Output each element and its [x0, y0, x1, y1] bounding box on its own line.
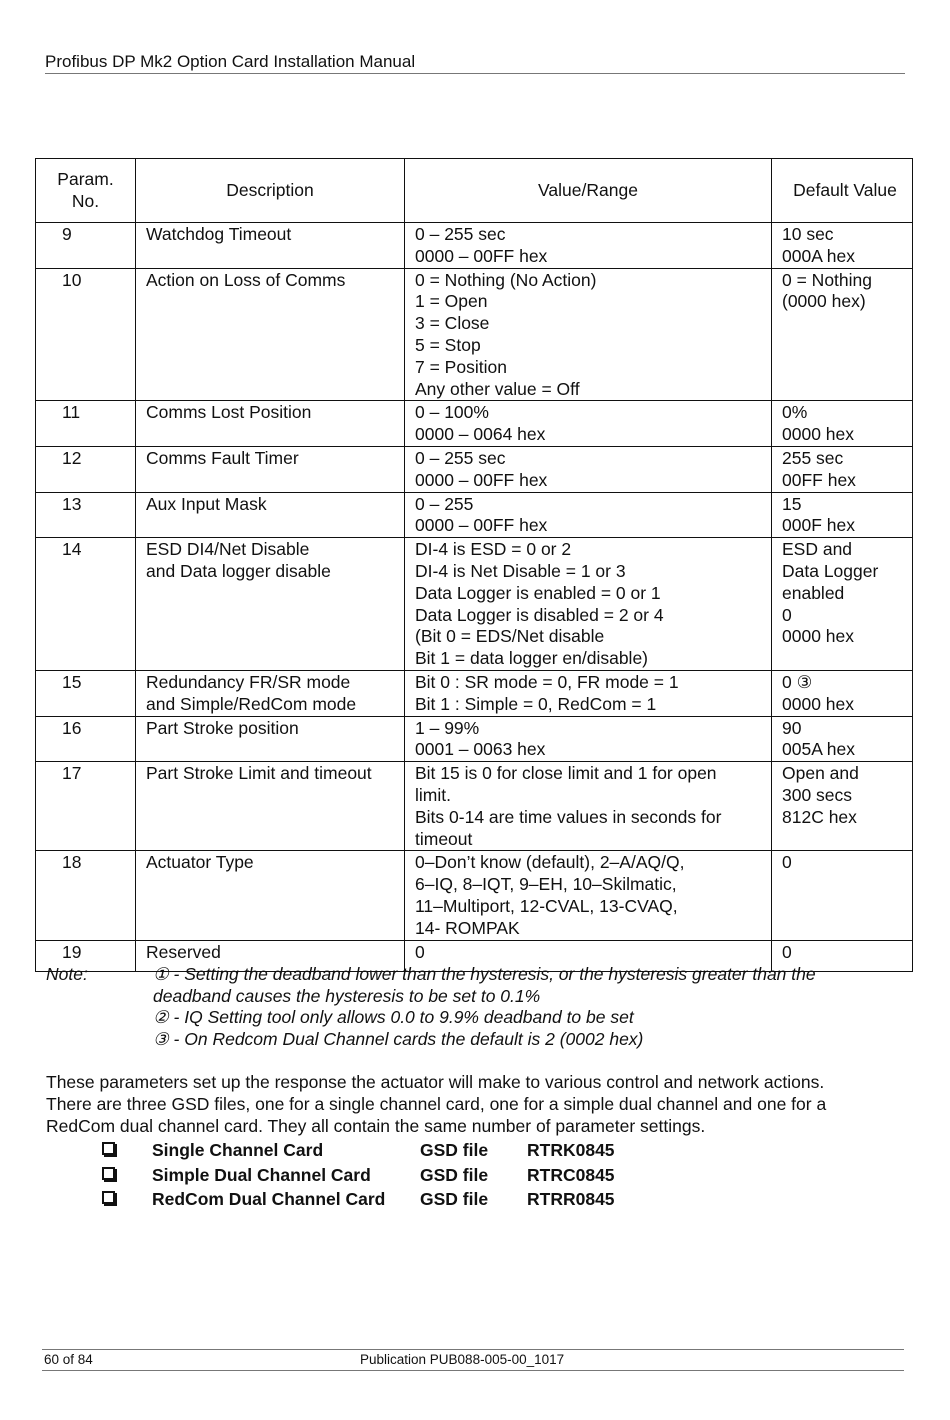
cell-line: 6–IQ, 8–IQT, 9–EH, 10–Skilmatic, [415, 874, 677, 895]
cell-line: 10 sec [782, 224, 834, 244]
cell-line: 0000 hex [782, 626, 855, 647]
cell-line: Actuator Type [146, 852, 254, 873]
parameter-table [35, 158, 913, 972]
param-number: 11 [36, 401, 136, 447]
param-number: 14 [36, 538, 136, 671]
cell-line: 0 [415, 941, 425, 962]
cell-line: DI-4 is Net Disable = 1 or 3 [415, 560, 626, 581]
cell-line: 0 = Nothing (No Action) [415, 269, 597, 290]
gsd-file-label: GSD file [420, 1140, 489, 1160]
cell-line: 3 = Close [415, 313, 490, 334]
cell-line: 5 = Stop [415, 334, 481, 355]
param-value-range [405, 538, 772, 671]
cell-line: 0 [782, 604, 792, 625]
paragraph-line: RedCom dual channel card. They all contain the same number of parameter settings. [46, 1115, 706, 1136]
cell-line: 0 – 255 sec [415, 224, 506, 244]
cell-line: 0001 – 0063 hex [415, 739, 546, 760]
cell-line: and Data logger disable [146, 560, 331, 581]
cell-line: 0000 – 00FF hex [415, 245, 548, 266]
cell-line: Reserved [146, 941, 221, 962]
column-header-param-no [36, 159, 136, 223]
cell-line: 14- ROMPAK [415, 917, 520, 938]
cell-line: Bits 0-14 are time values in seconds for [415, 806, 722, 827]
param-value-range [405, 851, 772, 940]
cell-line: Bit 1 : Simple = 0, RedCom = 1 [415, 693, 657, 714]
param-number: 15 [36, 670, 136, 716]
note-items [153, 964, 906, 1050]
cell-line: Data Logger is enabled = 0 or 1 [415, 582, 661, 603]
page-footer [42, 1349, 904, 1371]
param-description [136, 538, 405, 671]
param-description [136, 492, 405, 538]
param-description [136, 851, 405, 940]
notes-block [46, 964, 906, 1050]
note-line: ② - IQ Setting tool only allows 0.0 to 9.9% deadband to be set [153, 1007, 634, 1027]
cell-line: Action on Loss of Comms [146, 269, 346, 290]
param-number: 10 [36, 268, 136, 401]
param-number: 19 [36, 940, 136, 971]
cell-line: 005A hex [782, 739, 855, 760]
table-row [36, 492, 913, 538]
cell-line: enabled [782, 582, 845, 603]
param-default-value [772, 762, 913, 851]
cell-line: Data Logger is disabled = 2 or 4 [415, 604, 664, 625]
cell-line: 0–Don’t know (default), 2–A/AQ/Q, [415, 852, 685, 873]
param-value-range [405, 223, 772, 269]
gsd-file-name: RTRK0845 [527, 1140, 615, 1160]
gsd-card-name: RedCom Dual Channel Card [152, 1189, 386, 1209]
description-paragraph [46, 1072, 916, 1137]
cell-line: and Simple/RedCom mode [146, 693, 357, 714]
cell-line: 0 = Nothing [782, 269, 872, 290]
param-default-value [772, 670, 913, 716]
cell-line: timeout [415, 828, 473, 849]
checkbox-icon [102, 1142, 115, 1155]
table-row [36, 401, 913, 447]
cell-line: 1 = Open [415, 291, 488, 312]
cell-line: limit. [415, 784, 451, 805]
paragraph-line: There are three GSD files, one for a single channel card, one for a simple dual channel and one for a [46, 1093, 827, 1114]
checkbox-icon [102, 1191, 115, 1204]
table-row [36, 268, 913, 401]
param-default-value [772, 446, 913, 492]
param-default-value [772, 268, 913, 401]
note-line: ③ - On Redcom Dual Channel cards the default is 2 (0002 hex) [153, 1028, 644, 1049]
cell-line: 7 = Position [415, 356, 507, 377]
param-default-value [772, 716, 913, 762]
cell-line: 0 – 255 [415, 493, 474, 514]
cell-line: 0000 hex [782, 424, 855, 445]
checkbox-icon [102, 1167, 115, 1180]
cell-line: 90 [782, 717, 802, 738]
column-header-value-range: Value/Range [405, 159, 772, 223]
cell-line: 0000 – 00FF hex [415, 469, 548, 490]
cell-line: 0000 – 0064 hex [415, 424, 546, 445]
cell-line: Part Stroke Limit and timeout [146, 763, 372, 784]
gsd-file-name: RTRR0845 [527, 1189, 615, 1209]
table-row [36, 851, 913, 940]
note-label: Note: [46, 964, 88, 984]
cell-line: Comms Lost Position [146, 402, 312, 423]
param-default-value [772, 538, 913, 671]
param-number: 16 [36, 716, 136, 762]
column-header-line: No. [71, 190, 100, 211]
gsd-file-label: GSD file [420, 1189, 489, 1209]
page-number: 60 of 84 [44, 1352, 93, 1367]
param-default-value [772, 492, 913, 538]
column-header-description: Description [136, 159, 405, 223]
cell-line: 000A hex [782, 245, 855, 266]
param-default-value [772, 851, 913, 940]
cell-line: Open and [782, 763, 859, 784]
cell-line: 0 – 100% [415, 402, 489, 423]
publication-id: Publication PUB088-005-00_1017 [360, 1352, 565, 1367]
cell-line: Aux Input Mask [146, 493, 267, 514]
page-header: Profibus DP Mk2 Option Card Installation Manual [45, 52, 905, 74]
paragraph-line: These parameters set up the response the actuator will make to various control and network actions. [46, 1072, 825, 1092]
param-value-range [405, 716, 772, 762]
param-description [136, 401, 405, 447]
cell-line: 1 – 99% [415, 717, 480, 738]
cell-line: 812C hex [782, 806, 857, 827]
cell-line: 15 [782, 493, 802, 514]
cell-line: (Bit 0 = EDS/Net disable [415, 626, 605, 647]
gsd-file-name: RTRC0845 [527, 1164, 615, 1185]
cell-line: 000F hex [782, 515, 855, 536]
cell-line: DI-4 is ESD = 0 or 2 [415, 539, 572, 560]
cell-line: Data Logger [782, 560, 879, 581]
param-number: 12 [36, 446, 136, 492]
cell-line: Any other value = Off [415, 378, 580, 399]
cell-line: 0000 hex [782, 693, 855, 714]
param-description [136, 446, 405, 492]
note-line: ① - Setting the deadband lower than the hysteresis, or the hysteresis greater than the [153, 964, 816, 984]
cell-line: ESD and [782, 539, 853, 560]
cell-line: Watchdog Timeout [146, 224, 292, 244]
cell-line: 0 – 255 sec [415, 447, 506, 468]
cell-line: 255 sec [782, 447, 844, 468]
cell-line: Comms Fault Timer [146, 447, 299, 468]
cell-line: 300 secs [782, 784, 853, 805]
cell-line: 0 [782, 941, 792, 962]
cell-line: Bit 1 = data logger en/disable) [415, 648, 649, 669]
cell-line: 0 ③ [782, 671, 813, 692]
cell-line: (0000 hex) [782, 291, 866, 312]
param-number: 9 [36, 223, 136, 269]
table-row [36, 538, 913, 671]
param-value-range [405, 446, 772, 492]
table-row [36, 762, 913, 851]
cell-line: 0 [782, 852, 792, 873]
cell-line: Part Stroke position [146, 717, 299, 738]
cell-line: Redundancy FR/SR mode [146, 671, 351, 692]
param-value-range [405, 670, 772, 716]
column-header-line: Param. [57, 168, 114, 189]
cell-line: 00FF hex [782, 469, 856, 490]
cell-line: ESD DI4/Net Disable [146, 539, 310, 560]
note-line: deadband causes the hysteresis to be set to 0.1% [153, 985, 541, 1006]
cell-line: Bit 0 : SR mode = 0, FR mode = 1 [415, 671, 679, 692]
cell-line: 0% [782, 402, 808, 423]
gsd-card-name: Simple Dual Channel Card [152, 1164, 371, 1185]
param-default-value [772, 401, 913, 447]
param-default-value [772, 223, 913, 269]
table-header-row [36, 159, 913, 223]
param-value-range [405, 401, 772, 447]
param-description [136, 223, 405, 269]
gsd-file-label: GSD file [420, 1164, 489, 1185]
table-row [36, 670, 913, 716]
param-number: 13 [36, 492, 136, 538]
gsd-card-name: Single Channel Card [152, 1140, 324, 1160]
cell-line: Bit 15 is 0 for close limit and 1 for open [415, 763, 717, 784]
cell-line: 11–Multiport, 12-CVAL, 13-CVAQ, [415, 895, 678, 916]
column-header-default-value: Default Value [772, 159, 913, 223]
param-value-range [405, 268, 772, 401]
param-description [136, 268, 405, 401]
table-row [36, 223, 913, 269]
param-value-range [405, 762, 772, 851]
param-description [136, 670, 405, 716]
param-number: 18 [36, 851, 136, 940]
table-row [36, 446, 913, 492]
param-description [136, 762, 405, 851]
param-number: 17 [36, 762, 136, 851]
table-row [36, 716, 913, 762]
param-description [136, 716, 405, 762]
cell-line: 0000 – 00FF hex [415, 515, 548, 536]
param-value-range [405, 492, 772, 538]
